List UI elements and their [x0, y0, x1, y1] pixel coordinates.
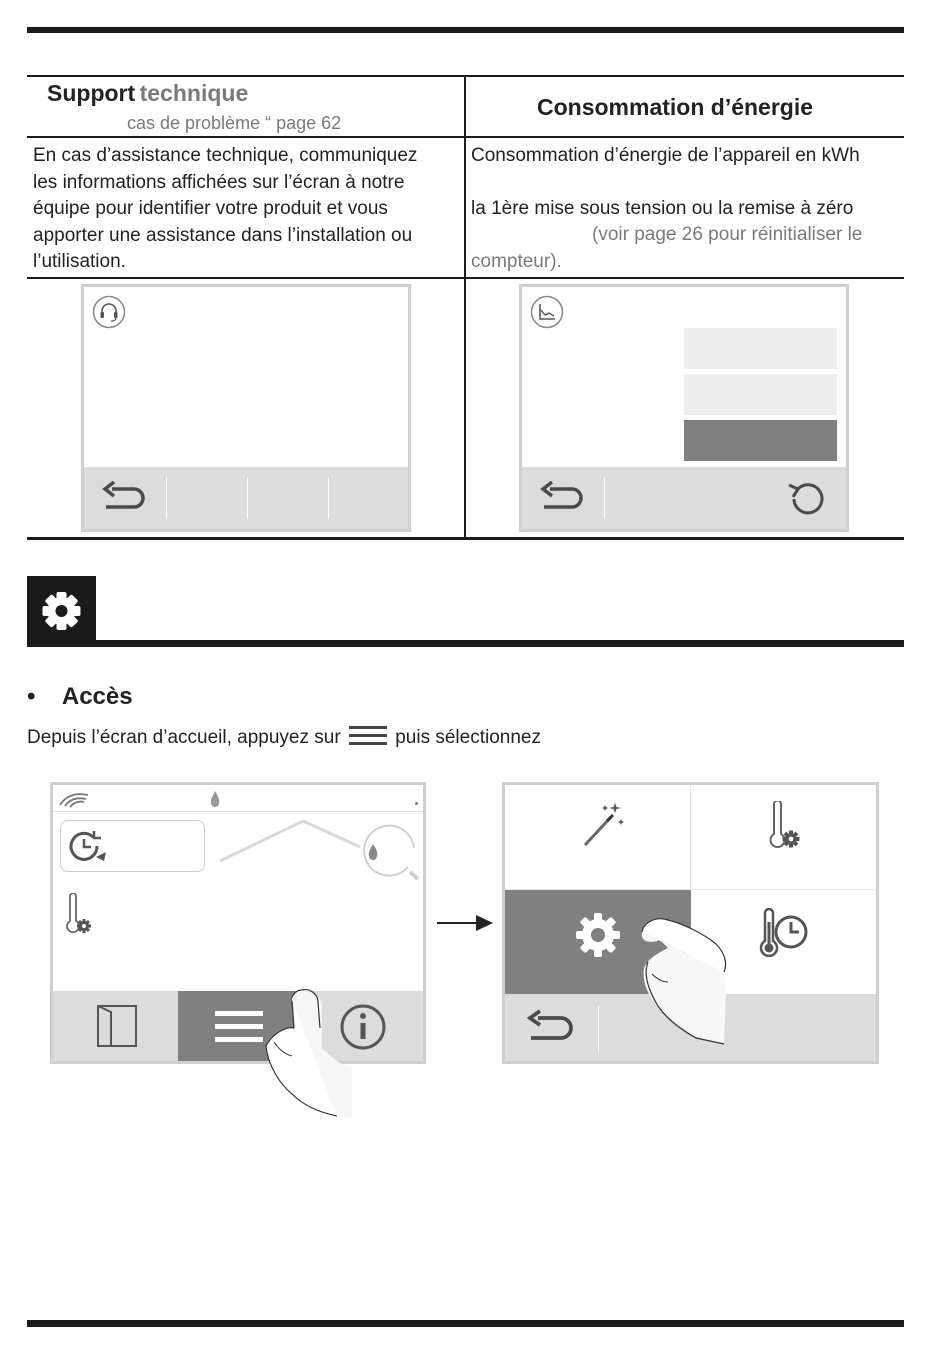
energy-body-line2: la 1ère mise sous tension ou la remise à zéro	[471, 198, 854, 219]
support-body-line: les informations affichées sur l’écran à notre	[33, 171, 405, 193]
home-screen	[50, 782, 426, 1064]
menu-tile-wizard[interactable]	[505, 785, 691, 890]
temperature-curve	[215, 815, 365, 865]
chart-icon	[530, 295, 564, 329]
energy-screen	[519, 284, 849, 532]
flow-arrow	[436, 913, 494, 933]
home-bottom-bar	[53, 991, 423, 1061]
top-rule	[27, 27, 904, 33]
hamburger-icon	[215, 1010, 263, 1044]
back-arrow-icon[interactable]	[100, 481, 148, 515]
humidity-dial[interactable]	[358, 822, 420, 882]
access-title: Accès	[61, 683, 133, 710]
schedule-icon	[66, 827, 108, 865]
support-body-line: l’utilisation.	[33, 251, 126, 272]
section-rule	[27, 640, 904, 647]
energy-value-box	[684, 328, 837, 369]
support-body-line: En cas d’assistance technique, communiquez	[33, 145, 418, 166]
back-arrow-icon[interactable]	[538, 481, 586, 515]
bar-separator	[328, 477, 329, 519]
access-instruction	[27, 723, 541, 752]
bullet: •	[27, 683, 36, 710]
bottom-rule	[27, 1320, 904, 1327]
support-body-line: équipe pour identifier votre produit et vous	[33, 198, 388, 219]
magic-wand-icon	[579, 799, 625, 849]
thermometer-clock-icon	[757, 908, 813, 962]
energy-value-box	[684, 374, 837, 415]
bar-separator	[598, 1006, 599, 1052]
support-body	[33, 143, 417, 276]
energy-body-line4: compteur).	[471, 251, 562, 272]
support-body-line: apporter une assistance dans l’installation ou	[33, 224, 413, 246]
hamburger-icon	[348, 723, 388, 749]
support-bottom-bar	[84, 467, 408, 529]
back-arrow-icon[interactable]	[525, 1010, 577, 1046]
schedule-widget[interactable]	[60, 820, 205, 872]
instruction-before: Depuis l’écran d’accueil, appuyez sur	[27, 727, 341, 748]
energy-header: Consommation d’énergie	[537, 94, 814, 120]
support-header-bold: Support	[47, 80, 136, 106]
flame-icon	[209, 790, 221, 808]
support-header-grey: technique	[139, 80, 249, 106]
instruction-after: puis sélectionnez	[395, 727, 541, 748]
energy-body-line3: (voir page 26 pour réinitialiser le	[592, 224, 863, 245]
menu-tile-thermo-settings[interactable]	[691, 785, 876, 890]
reset-icon[interactable]	[784, 479, 828, 519]
bar-separator	[604, 477, 605, 519]
status-bar	[53, 785, 423, 812]
support-subheader: cas de problème “ page 62	[127, 113, 342, 133]
energy-body-line1: Consommation d’énergie de l’appareil en kWh	[471, 145, 860, 166]
energy-bottom-bar	[522, 467, 846, 529]
energy-value-box-selected[interactable]	[684, 420, 837, 461]
settings-section-icon	[27, 576, 96, 646]
door-icon[interactable]	[95, 1003, 139, 1049]
thermometer-gear-icon	[765, 801, 803, 853]
bar-separator	[247, 477, 248, 519]
thermometer-gear-icon	[62, 893, 94, 937]
support-header	[47, 80, 248, 107]
hand-pointer-icon	[638, 912, 730, 1047]
wifi-icon	[57, 789, 91, 809]
bar-separator	[166, 477, 167, 519]
access-heading	[27, 683, 133, 711]
support-screen	[81, 284, 411, 532]
hand-pointer-icon	[262, 988, 357, 1118]
table-column-divider	[464, 75, 466, 539]
headset-icon	[92, 295, 126, 329]
status-dot	[415, 802, 418, 805]
gear-icon	[573, 910, 623, 960]
